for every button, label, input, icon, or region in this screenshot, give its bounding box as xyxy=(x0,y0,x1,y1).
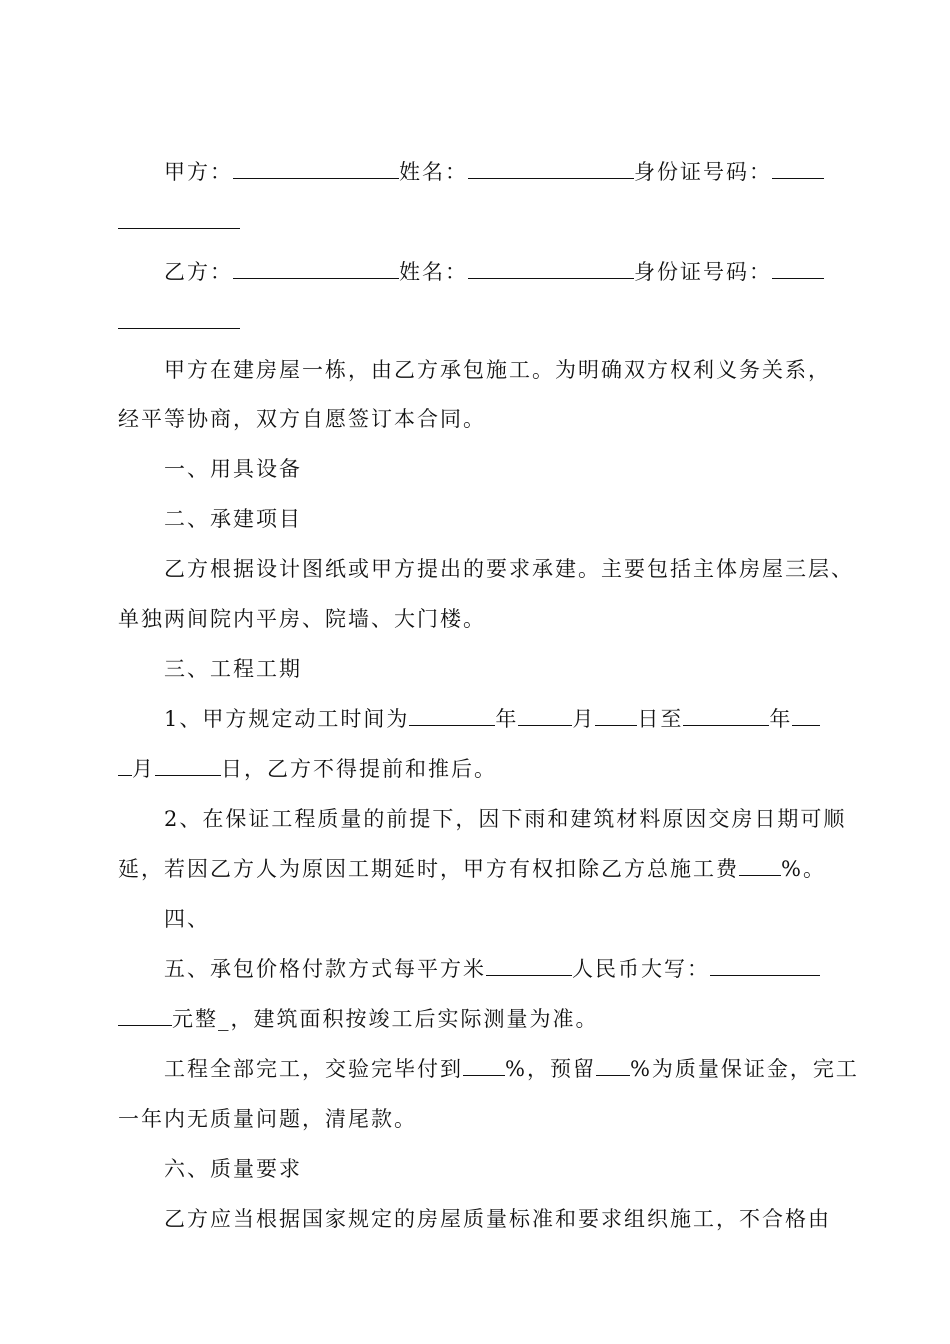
party-b-blank xyxy=(233,260,399,279)
section-6-heading: 六、质量要求 xyxy=(164,1157,302,1181)
deduction-percent-blank xyxy=(739,857,781,876)
year-2-label: 年 xyxy=(769,707,793,731)
party-a-blank xyxy=(233,160,399,179)
section-5-line-2-suffix: 元整_，建筑面积按竣工后实际测量为准。 xyxy=(172,1007,599,1031)
section-6-line-1: 乙方应当根据国家规定的房屋质量标准和要求组织施工，不合格由 xyxy=(164,1207,831,1231)
day-to-label: 日至 xyxy=(637,707,684,731)
section-3-item-1-cont xyxy=(118,755,833,783)
party-a-name-blank xyxy=(468,160,634,179)
item-2-line-2-suffix: %。 xyxy=(781,857,826,881)
section-5-mid: 人民币大写： xyxy=(572,957,710,981)
amount-words-blank xyxy=(710,957,820,976)
party-b-id-label: 身份证号码： xyxy=(634,260,772,284)
section-2-heading: 二、承建项目 xyxy=(164,507,302,531)
payment-prefix: 工程全部完工，交验完毕付到 xyxy=(164,1057,463,1081)
start-day-blank xyxy=(595,707,637,726)
retention-percent-blank xyxy=(596,1057,630,1076)
end-month-blank xyxy=(792,707,820,726)
intro-line-2: 经平等协商，双方自愿签订本合同。 xyxy=(118,407,486,431)
party-b-label: 乙方： xyxy=(164,260,233,284)
section-2-line-2: 单独两间院内平房、院墙、大门楼。 xyxy=(118,607,486,631)
section-1-heading: 一、用具设备 xyxy=(164,457,302,481)
party-b-name-label: 姓名： xyxy=(399,260,468,284)
section-5-payment-line-2: 一年内无质量问题，清尾款。 xyxy=(118,1107,417,1131)
party-a-id-blank xyxy=(772,160,824,179)
section-3-heading: 三、工程工期 xyxy=(164,657,302,681)
section-5-line-2 xyxy=(118,1005,833,1033)
party-b-id-blank xyxy=(772,260,824,279)
item-1-prefix: 1、甲方规定动工时间为 xyxy=(164,707,410,731)
start-month-blank xyxy=(518,707,572,726)
party-a-id-label: 身份证号码： xyxy=(634,160,772,184)
end-year-blank xyxy=(683,707,769,726)
intro-line-1: 甲方在建房屋一栋，由乙方承包施工。为明确双方权利义务关系， xyxy=(164,358,831,382)
party-a-line xyxy=(118,158,833,186)
section-4-heading: 四、 xyxy=(164,907,210,931)
section-5-payment-line-1 xyxy=(118,1055,859,1083)
party-a-id-continuation xyxy=(118,208,833,236)
section-3-item-1 xyxy=(118,705,833,733)
month-2-label: 月 xyxy=(132,757,155,781)
section-5-prefix: 五、承包价格付款方式每平方米 xyxy=(164,957,486,981)
party-b-id-blank-cont xyxy=(118,310,240,329)
month-1-label: 月 xyxy=(572,707,596,731)
item-1-end: 日，乙方不得提前和推后。 xyxy=(221,757,497,781)
party-b-id-continuation xyxy=(118,308,833,336)
party-a-id-blank-cont xyxy=(118,210,240,229)
end-month-blank-cont xyxy=(118,757,132,776)
section-3-item-2-line-2 xyxy=(118,855,833,883)
party-a-name-label: 姓名： xyxy=(399,160,468,184)
payment-mid: %，预留 xyxy=(505,1057,596,1081)
party-a-label: 甲方： xyxy=(164,160,233,184)
payment-suffix: %为质量保证金，完工 xyxy=(629,1057,859,1081)
party-b-line xyxy=(118,258,833,286)
end-day-blank xyxy=(155,757,221,776)
amount-words-blank-cont xyxy=(118,1007,172,1026)
party-b-name-blank xyxy=(468,260,634,279)
item-2-line-2-prefix: 延，若因乙方人为原因工期延时，甲方有权扣除乙方总施工费 xyxy=(118,857,739,881)
year-1-label: 年 xyxy=(495,707,519,731)
section-5-line-1 xyxy=(118,955,833,983)
start-year-blank xyxy=(409,707,495,726)
section-3-item-2-line-1: 2、在保证工程质量的前提下，因下雨和建筑材料原因交房日期可顺 xyxy=(164,807,847,831)
payment-percent-blank xyxy=(463,1057,505,1076)
price-per-sqm-blank xyxy=(486,957,572,976)
section-2-line-1: 乙方根据设计图纸或甲方提出的要求承建。主要包括主体房屋三层、 xyxy=(164,557,854,581)
